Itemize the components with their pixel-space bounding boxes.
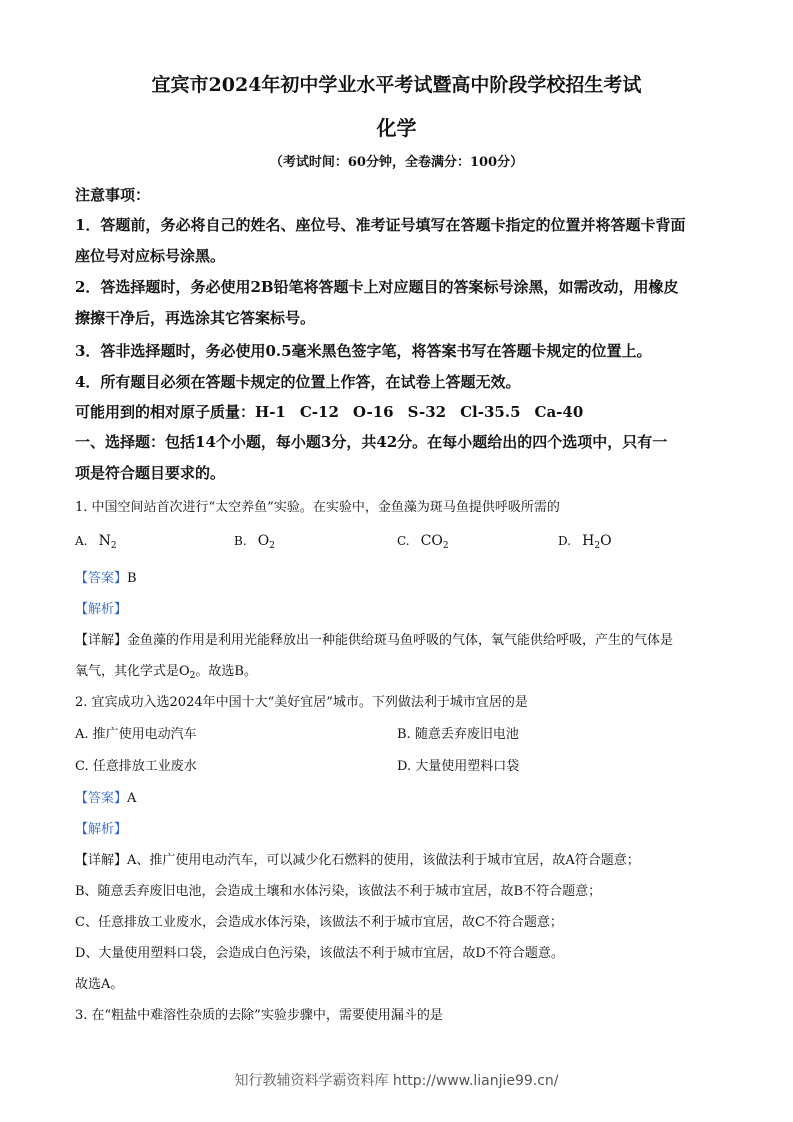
detail-text: A、推广使用电动汽车，可以减少化石燃料的使用，该做法利于城市宜居，故A符合题意； [127, 853, 640, 868]
note-line: 3．答非选择题时，务必使用0.5毫米黑色签字笔，将答案书写在答题卡规定的位置上。 [75, 342, 652, 360]
q1-option-a [75, 530, 117, 551]
note-line: 1．答题前，务必将自己的姓名、座位号、准考证号填写在答题卡指定的位置并将答题卡背面 [75, 216, 686, 234]
formula-main: N [98, 533, 111, 549]
q2-answer [75, 787, 136, 806]
option-letter: A. [75, 534, 88, 548]
q2-detail-line: D、大量使用塑料口袋，会造成白色污染，该做法不利于城市宜居，故D不符合题意。 [75, 946, 564, 961]
q2-option-d: D. 大量使用塑料口袋 [397, 759, 520, 774]
answer-value: B [127, 571, 137, 586]
formula-subscript: 2 [594, 541, 601, 551]
answer-tag: 【答案】 [75, 571, 128, 586]
note-line: 座位号对应标号涂黑。 [75, 247, 226, 265]
question-3-stem: 3. 在“粗盐中难溶性杂质的去除”实验步骤中，需要使用漏斗的是 [75, 1008, 443, 1023]
formula-subscript: 2 [189, 671, 196, 681]
q2-option-b: B. 随意丢弃废旧电池 [397, 727, 519, 742]
formula-main: O [257, 533, 270, 549]
exam-duration: （考试时间：60分钟，全卷满分：100分） [269, 155, 524, 170]
q1-option-d [558, 530, 612, 551]
section-heading: 一、选择题：包括14个小题，每小题3分，共42分。在每小题给出的四个选项中，只有一 [75, 433, 668, 451]
answer-tag: 【答案】 [75, 791, 128, 806]
question-1-stem: 1. 中国空间站首次进行“太空养鱼”实验。在实验中，金鱼藻为斑马鱼提供呼吸所需的 [75, 500, 560, 515]
formula-subscript: 2 [110, 541, 117, 551]
q2-analysis-tag: 【解析】 [75, 822, 128, 837]
q1-detail-line1 [75, 629, 673, 648]
detail-text: 。故选B。 [195, 664, 257, 679]
formula-tail: O [600, 533, 612, 549]
detail-text: 氧气，其化学式是O [75, 664, 190, 679]
atomic-mass: H-1 [255, 403, 286, 421]
formula-main: CO [420, 533, 443, 549]
q2-conclusion: 故选A。 [75, 977, 124, 992]
q1-detail-line2 [75, 660, 257, 681]
q2-detail-line [75, 849, 640, 868]
q1-option-b [234, 530, 275, 551]
section-heading-cont: 项是符合题目要求的。 [75, 464, 226, 482]
question-2-stem: 2. 宜宾成功入选2024年中国十大“美好宜居”城市。下列做法利于城市宜居的是 [75, 695, 528, 710]
q1-option-c [397, 530, 449, 551]
q1-answer [75, 567, 137, 586]
option-letter: C. [397, 534, 410, 548]
formula-main: H [582, 533, 595, 549]
atomic-mass: S-32 [407, 403, 447, 421]
q2-detail-line: C、任意排放工业废水，会造成水体污染，该做法不利于城市宜居，故C不符合题意； [75, 915, 563, 930]
atomic-mass: O-16 [352, 403, 394, 421]
atomic-mass: Cl-35.5 [460, 403, 521, 421]
notes-heading: 注意事项： [75, 186, 151, 204]
q2-detail-line: B、随意丢弃废旧电池，会造成土壤和水体污染，该做法不利于城市宜居，故B不符合题意； [75, 884, 602, 899]
detail-tag: 【详解】 [75, 853, 128, 868]
detail-text: 金鱼藻的作用是利用光能释放出一种能供给斑马鱼呼吸的气体，氧气能供给呼吸，产生的气体是 [127, 633, 674, 648]
option-letter: B. [234, 534, 247, 548]
q1-analysis-tag: 【解析】 [75, 602, 128, 617]
footer-watermark: 知行教辅资料学霸资料库 http://www.lianjie99.cn/ [234, 1073, 559, 1089]
option-formula [258, 533, 275, 549]
note-line: 2．答选择题时，务必使用2B铅笔将答题卡上对应题目的答案标号涂黑，如需改动，用橡皮 [75, 278, 679, 296]
detail-tag: 【详解】 [75, 633, 128, 648]
option-formula [421, 533, 449, 549]
atomic-masses-label: 可能用到的相对原子质量： [75, 403, 256, 421]
atomic-mass: C-12 [299, 403, 339, 421]
q2-option-c: C. 任意排放工业废水 [75, 759, 197, 774]
option-letter: D. [558, 534, 572, 548]
formula-subscript: 2 [442, 541, 449, 551]
q2-option-a: A. 推广使用电动汽车 [75, 727, 197, 742]
atomic-masses [75, 401, 597, 422]
option-formula [99, 533, 117, 549]
note-line: 擦擦干净后，再选涂其它答案标号。 [75, 309, 316, 327]
formula-subscript: 2 [269, 541, 275, 551]
subject-title: 化学 [376, 116, 417, 140]
note-line: 4．所有题目必须在答题卡规定的位置上作答，在试卷上答题无效。 [75, 373, 521, 391]
exam-title: 宜宾市2024年初中学业水平考试暨高中阶段学校招生考试 [151, 74, 642, 96]
atomic-mass: Ca-40 [534, 403, 584, 421]
answer-value: A [127, 791, 137, 806]
option-formula [582, 533, 611, 549]
